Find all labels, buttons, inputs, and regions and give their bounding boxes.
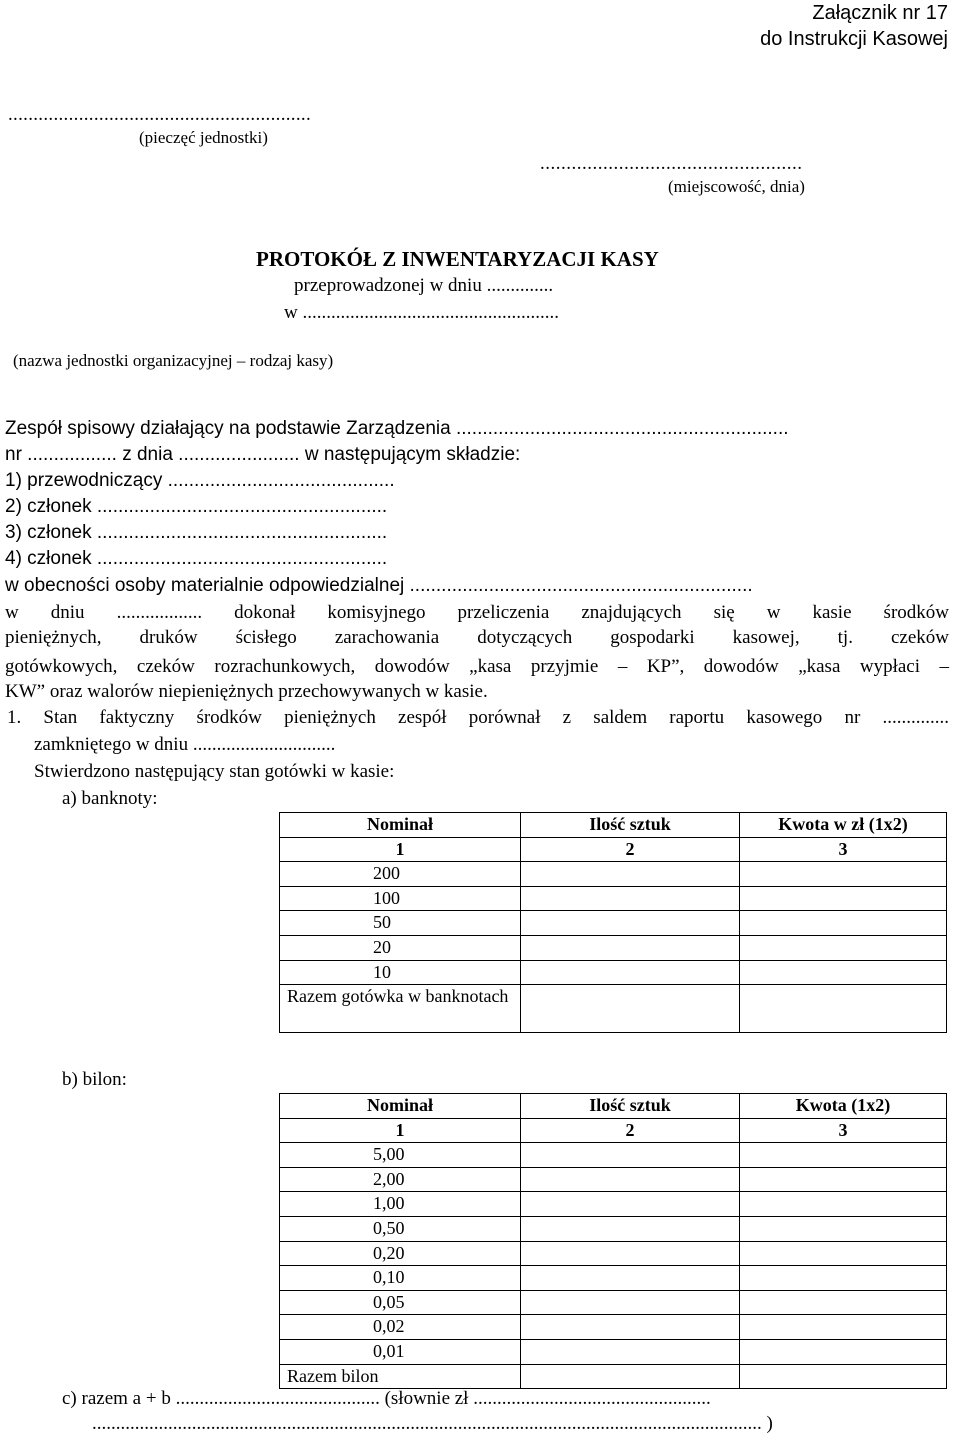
denomination-cell: 20 xyxy=(280,935,521,960)
header-cell-amount: Kwota (1x2) xyxy=(740,1094,947,1119)
coins-table xyxy=(279,1093,947,1389)
amount-cell[interactable] xyxy=(740,1315,947,1340)
column-number: 1 xyxy=(280,837,521,862)
table-header-row xyxy=(280,813,947,838)
denomination-cell: 5,00 xyxy=(280,1143,521,1168)
column-number-row xyxy=(280,837,947,862)
amount-cell[interactable] xyxy=(740,935,947,960)
member-4-line: 4) członek ....................................................... xyxy=(5,548,388,569)
table-row xyxy=(280,1266,947,1291)
attachment-reference: do Instrukcji Kasowej xyxy=(760,28,948,50)
table-header-row xyxy=(280,1094,947,1119)
coins-label: b) bilon: xyxy=(62,1069,127,1090)
table-row xyxy=(280,886,947,911)
column-number: 2 xyxy=(521,837,740,862)
total-amount-cell[interactable] xyxy=(740,1364,947,1389)
table-row xyxy=(280,960,947,985)
table-row xyxy=(280,1241,947,1266)
header-cell-denomination: Nominał xyxy=(280,1094,521,1119)
quantity-cell[interactable] xyxy=(521,1241,740,1266)
denomination-cell: 2,00 xyxy=(280,1167,521,1192)
table-row xyxy=(280,1192,947,1217)
amount-cell[interactable] xyxy=(740,1192,947,1217)
stamp-dots: ............................................................ xyxy=(8,104,311,125)
quantity-cell[interactable] xyxy=(521,960,740,985)
column-number-row xyxy=(280,1118,947,1143)
table-row xyxy=(280,862,947,887)
table-row xyxy=(280,1315,947,1340)
header-cell-quantity: Ilość sztuk xyxy=(521,1094,740,1119)
attachment-number: Załącznik nr 17 xyxy=(812,2,948,24)
banknotes-table xyxy=(279,812,947,1033)
amount-cell[interactable] xyxy=(740,862,947,887)
table-row xyxy=(280,1143,947,1168)
total-row xyxy=(280,985,947,1033)
member-3-line: 3) członek ....................................................... xyxy=(5,522,388,543)
denomination-cell: 50 xyxy=(280,911,521,936)
quantity-cell[interactable] xyxy=(521,862,740,887)
place-date-dots: .................................................. xyxy=(540,153,803,174)
team-basis-line: Zespół spisowy działający na podstawie Zarządzenia ............................................................... xyxy=(5,418,789,439)
total-row xyxy=(280,1364,947,1389)
column-number: 2 xyxy=(521,1118,740,1143)
amount-cell[interactable] xyxy=(740,1339,947,1364)
table-row xyxy=(280,911,947,936)
total-label: Razem bilon xyxy=(280,1364,521,1389)
denomination-cell: 0,50 xyxy=(280,1216,521,1241)
quantity-cell[interactable] xyxy=(521,935,740,960)
header-cell-denomination: Nominał xyxy=(280,813,521,838)
column-number: 1 xyxy=(280,1118,521,1143)
amount-cell[interactable] xyxy=(740,1266,947,1291)
paragraph-line-2: pieniężnych, druków ścisłego zarachowania dotyczących gospodarki kasowej, tj. czeków xyxy=(5,627,949,648)
amount-cell[interactable] xyxy=(740,1167,947,1192)
table-row xyxy=(280,1290,947,1315)
denomination-cell: 10 xyxy=(280,960,521,985)
document-title: PROTOKÓŁ Z INWENTARYZACJI KASY xyxy=(256,247,659,271)
amount-cell[interactable] xyxy=(740,960,947,985)
denomination-cell: 0,02 xyxy=(280,1315,521,1340)
stamp-label: (pieczęć jednostki) xyxy=(139,128,268,147)
table-row xyxy=(280,1216,947,1241)
quantity-cell[interactable] xyxy=(521,1192,740,1217)
denomination-cell: 0,05 xyxy=(280,1290,521,1315)
total-sum-line: c) razem a + b ........................................... (słownie zł .................................................. xyxy=(62,1388,711,1409)
quantity-cell[interactable] xyxy=(521,886,740,911)
amount-cell[interactable] xyxy=(740,1143,947,1168)
unit-label: (nazwa jednostki organizacyjnej – rodzaj kasy) xyxy=(13,351,334,370)
total-label: Razem gotówka w banknotach xyxy=(280,985,521,1033)
quantity-cell[interactable] xyxy=(521,1315,740,1340)
point-1-line-2: zamkniętego w dniu .............................. xyxy=(34,734,336,755)
order-number-line: nr ................. z dnia ....................... w następującym składzie: xyxy=(5,444,521,465)
point-1-line-3: Stwierdzono następujący stan gotówki w kasie: xyxy=(34,761,395,782)
denomination-cell: 1,00 xyxy=(280,1192,521,1217)
quantity-cell[interactable] xyxy=(521,911,740,936)
banknotes-label: a) banknoty: xyxy=(62,788,158,809)
denomination-cell: 0,01 xyxy=(280,1339,521,1364)
quantity-cell[interactable] xyxy=(521,1339,740,1364)
amount-cell[interactable] xyxy=(740,911,947,936)
table-row xyxy=(280,1339,947,1364)
header-cell-amount: Kwota w zł (1x2) xyxy=(740,813,947,838)
point-1-line-1: 1. Stan faktyczny środków pieniężnych zespół porównał z saldem raportu kasowego nr .............. xyxy=(7,707,949,728)
amount-cell[interactable] xyxy=(740,1241,947,1266)
paragraph-line-3: gotówkowych, czeków rozrachunkowych, dowodów „kasa przyjmie – KP”, dowodów „kasa wypłaci – xyxy=(5,656,949,677)
quantity-cell[interactable] xyxy=(521,1290,740,1315)
quantity-cell[interactable] xyxy=(521,1216,740,1241)
amount-cell[interactable] xyxy=(740,1216,947,1241)
header-cell-quantity: Ilość sztuk xyxy=(521,813,740,838)
inventory-date-line: przeprowadzonej w dniu .............. xyxy=(294,275,554,296)
quantity-cell[interactable] xyxy=(521,1167,740,1192)
responsible-person-line: w obecności osoby materialnie odpowiedzialnej ................................................................. xyxy=(5,575,753,596)
table-row xyxy=(280,1167,947,1192)
denomination-cell: 0,20 xyxy=(280,1241,521,1266)
column-number: 3 xyxy=(740,1118,947,1143)
denomination-cell: 0,10 xyxy=(280,1266,521,1291)
total-amount-cell[interactable] xyxy=(740,985,947,1033)
denomination-cell: 100 xyxy=(280,886,521,911)
total-quantity-cell[interactable] xyxy=(521,985,740,1033)
amount-cell[interactable] xyxy=(740,886,947,911)
paragraph-line-4: KW” oraz walorów niepieniężnych przechowywanych w kasie. xyxy=(5,681,488,702)
paragraph-line-1: w dniu .................. dokonał komisyjnego przeliczenia znajdujących się w kasie środków xyxy=(5,602,949,623)
member-2-line: 2) członek ....................................................... xyxy=(5,496,388,517)
column-number: 3 xyxy=(740,837,947,862)
total-quantity-cell[interactable] xyxy=(521,1364,740,1389)
quantity-cell[interactable] xyxy=(521,1266,740,1291)
amount-cell[interactable] xyxy=(740,1290,947,1315)
table-row xyxy=(280,935,947,960)
chairman-line: 1) przewodniczący ........................................... xyxy=(5,470,395,491)
inventory-unit-line: w ...................................................... xyxy=(284,302,559,323)
total-in-words-line: ............................................................................................................................................. ) xyxy=(92,1413,773,1434)
place-date-label: (miejscowość, dnia) xyxy=(668,177,805,196)
denomination-cell: 200 xyxy=(280,862,521,887)
quantity-cell[interactable] xyxy=(521,1143,740,1168)
